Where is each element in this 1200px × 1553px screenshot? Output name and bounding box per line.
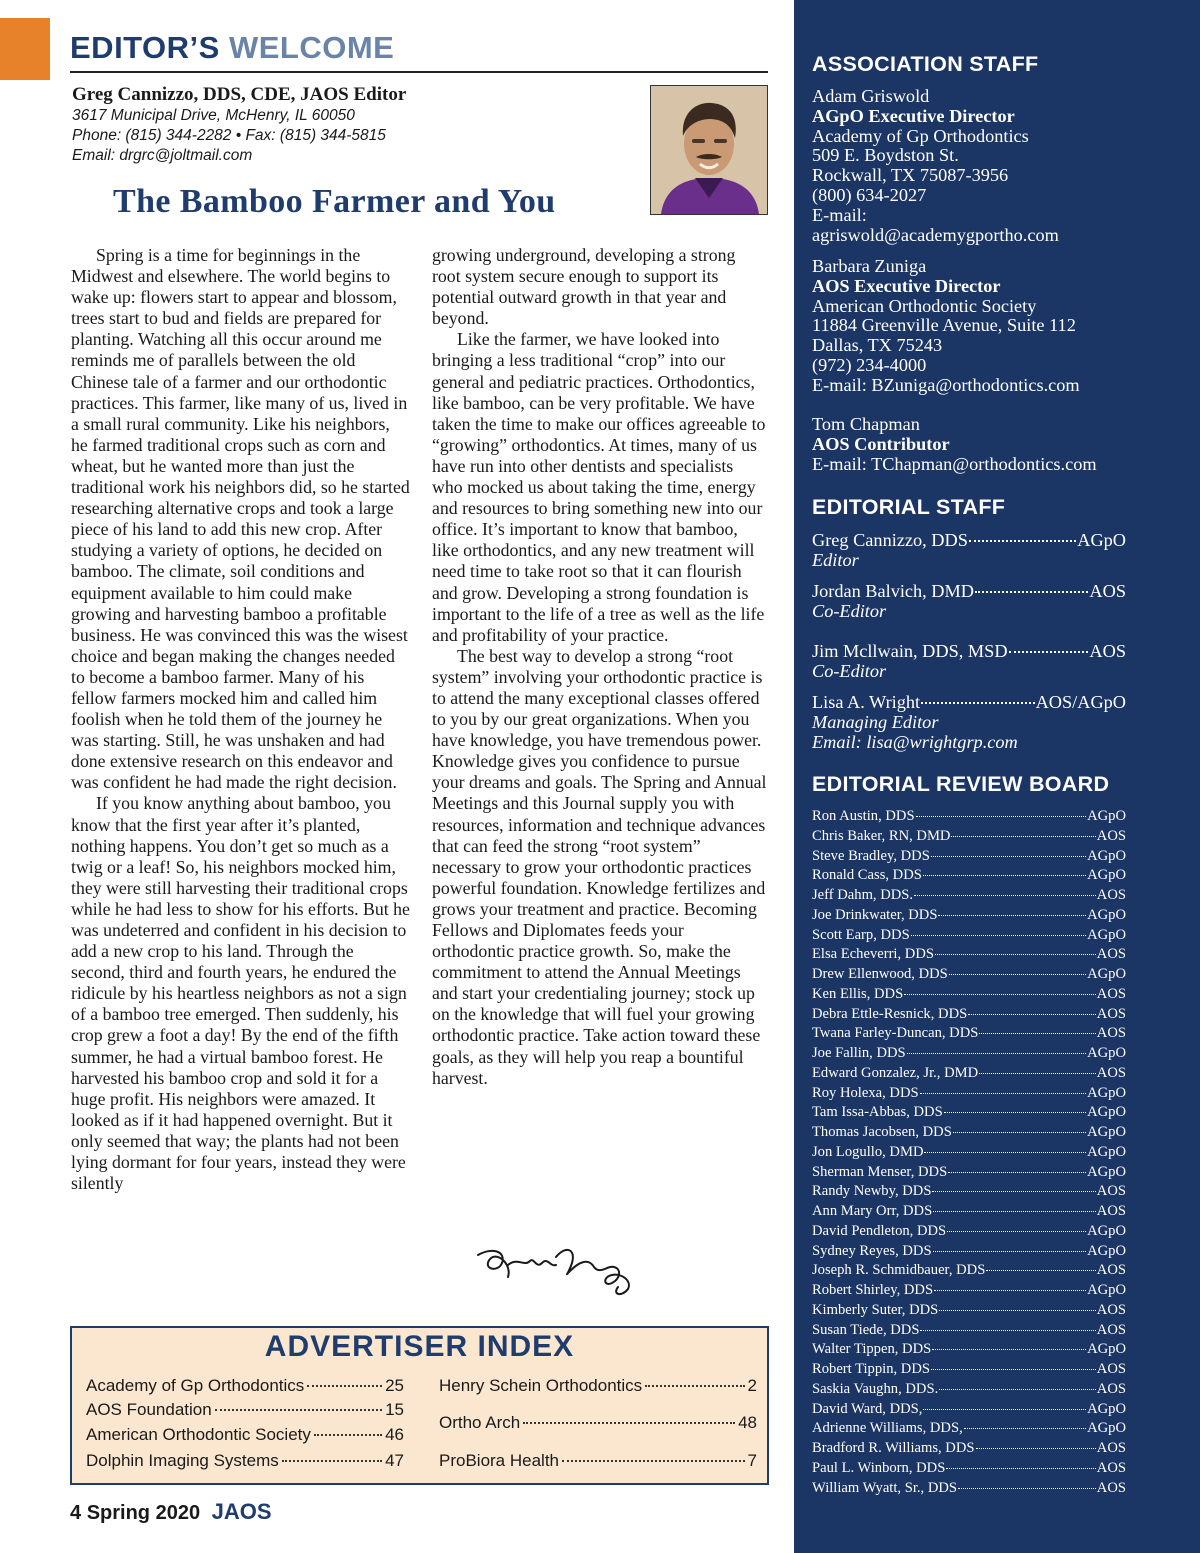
- advertiser-entry[interactable]: [86, 1451, 404, 1471]
- leader-dots: [923, 1409, 1086, 1410]
- leader-dots: [939, 1310, 1096, 1311]
- member-org: AOS: [1096, 1380, 1126, 1397]
- leader-dots: [948, 1172, 1086, 1173]
- member-name: Debra Ettle-Resnick, DDS: [812, 1005, 968, 1022]
- editorial-role: Co-Editor: [812, 660, 887, 681]
- editorial-row: [812, 693, 1126, 713]
- member-name: Bradford R. Williams, DDS: [812, 1440, 975, 1456]
- advertiser-entry[interactable]: [439, 1376, 757, 1396]
- review-board-row: [812, 1439, 1126, 1459]
- editor-address: 3617 Municipal Drive, McHenry, IL 60050: [72, 107, 355, 124]
- article-column-2: [432, 245, 768, 1089]
- member-org: AOS: [1096, 1064, 1126, 1081]
- editor-signature: [472, 1237, 644, 1299]
- advertiser-entry[interactable]: [439, 1451, 757, 1471]
- review-board-row: [812, 886, 1126, 906]
- member-name: Scott Earp, DDS: [812, 926, 910, 943]
- leader-dots: [904, 994, 1096, 995]
- review-board-row: [812, 1182, 1126, 1202]
- member-name: Robert Tippin, DDS: [812, 1361, 930, 1377]
- review-board-row: [812, 1400, 1126, 1420]
- member-name: Ann Mary Orr, DDS: [812, 1203, 933, 1219]
- advertiser-name: American Orthodontic Society: [86, 1425, 311, 1444]
- review-board-row: [812, 1222, 1126, 1242]
- editorial-org: AOS/AGpO: [1035, 692, 1126, 712]
- review-board-row: [812, 1301, 1126, 1321]
- review-board-row: [812, 985, 1126, 1005]
- member-org: AGpO: [1087, 1282, 1126, 1298]
- review-board-row: [812, 1321, 1126, 1341]
- leader-dots: [921, 702, 1034, 704]
- member-org: AGpO: [1087, 1143, 1126, 1160]
- journal-name: JAOS: [211, 1499, 272, 1524]
- leader-dots: [920, 1093, 1086, 1094]
- member-org: AGpO: [1087, 1124, 1126, 1140]
- review-board-row: [812, 1242, 1126, 1262]
- advertiser-page: 47: [385, 1451, 404, 1470]
- member-org: AOS: [1096, 1301, 1126, 1318]
- review-board-row: [812, 1202, 1126, 1222]
- staff-title: AGpO Executive Director: [812, 105, 1015, 126]
- member-org: AOS: [1096, 946, 1126, 963]
- page-number: 4: [70, 1502, 82, 1524]
- staff-entry: [812, 257, 1192, 396]
- review-board-row: [812, 1005, 1126, 1025]
- editorial-org: AOS: [1089, 581, 1126, 601]
- paragraph: If you know anything about bamboo, you know that the first year after it’s planted, nothing happens. You don’t get so much as a twig or a leaf! So, his neighbors mocked him, they were still harvesting their traditional crops while he had less to show for his efforts. But he was undeterred and confident in his decision to add a new crop to his land. Through the second, third and fourth years, he endured the ridicule by his heartless neighbors as not a sign of a bamboo tree emerged. Then suddenly, his crop grew a foot a day! By the end of the fifth summer, he had a virtual bamboo forest. He harvested his bamboo crop and sold it for a huge profit. His neighbors were amazed. It looked as if it had happened overnight. But it only seemed that way; the plants had not been lying dormant for four years, instead they were silently: [71, 793, 410, 1194]
- paragraph: Spring is a time for beginnings in the Midwest and elsewhere. The world begins to wake up: flowers start to appear and blossom, trees start to bud and fields are prepared for planting. Watching all this occur around me reminds me of parallels between the old Chinese tale of a farmer and our orthodontic practices. This farmer, like many of us, lived in a small rural community. Like his neighbors, he farmed traditional crops such as corn and wheat, but he wanted more than just the traditional work his neighbors did, so he started researching alternative crops and took a large piece of his land to add this new crop. After studying a variety of options, he decided on bamboo. The climate, soil conditions and equipment available to him could make growing and harvesting bamboo a profitable business. He was convinced this was the wisest choice and began making the changes needed to become a bamboo farmer. Many of his fellow farmers mocked him and called him foolish when he told them of the journey he was starting. Still, he was unshaken and had done extensive research on this endeavor and was confident he had made the right decision.: [71, 245, 410, 793]
- page-footer: [70, 1499, 272, 1525]
- editorial-row: [812, 582, 1126, 602]
- review-board-row: [812, 827, 1126, 847]
- leader-dots: [986, 1270, 1095, 1271]
- leader-dots: [944, 1112, 1086, 1113]
- member-name: Elsa Echeverri, DDS: [812, 946, 934, 963]
- advertiser-name: Dolphin Imaging Systems: [86, 1451, 279, 1470]
- member-name: Jeff Dahm, DDS.: [812, 887, 914, 903]
- leader-dots: [1009, 651, 1089, 653]
- staff-email[interactable]: E-mail: TChapman@orthodontics.com: [812, 453, 1097, 474]
- editorial-entry: [812, 531, 1192, 571]
- member-name: Ronald Cass, DDS: [812, 867, 922, 884]
- advertiser-page: 15: [385, 1400, 404, 1419]
- member-name: Kimberly Suter, DDS: [812, 1301, 939, 1318]
- member-org: AOS: [1096, 985, 1126, 1002]
- editorial-name: Jordan Balvich, DMD: [812, 581, 974, 601]
- member-org: AGpO: [1087, 847, 1126, 864]
- editorial-row: [812, 642, 1126, 662]
- member-name: Sydney Reyes, DDS: [812, 1242, 932, 1259]
- member-org: AOS: [1096, 1183, 1126, 1200]
- leader-dots: [932, 1191, 1095, 1192]
- member-name: Walter Tippen, DDS: [812, 1341, 932, 1358]
- member-name: David Ward, DDS,: [812, 1400, 923, 1417]
- editor-contact: [72, 84, 632, 166]
- editor-name: Greg Cannizzo, DDS, CDE, JAOS Editor: [72, 84, 407, 105]
- advertiser-index-title: ADVERTISER INDEX: [264, 1330, 575, 1363]
- leader-dots: [949, 974, 1086, 975]
- staff-line: E-mail:: [812, 204, 867, 225]
- header-rule: [70, 71, 768, 73]
- review-board-row: [812, 807, 1126, 827]
- member-org: AGpO: [1087, 1341, 1126, 1358]
- staff-line: 509 E. Boydston St.: [812, 145, 959, 166]
- staff-entry: [812, 87, 1192, 245]
- review-board-row: [812, 926, 1126, 946]
- advertiser-index: [70, 1326, 769, 1485]
- member-name: Paul L. Winborn, DDS: [812, 1459, 946, 1476]
- review-board-row: [812, 847, 1126, 867]
- editorial-org: AGpO: [1077, 530, 1126, 550]
- staff-name: Barbara Zuniga: [812, 256, 927, 276]
- leader-dots: [976, 1448, 1096, 1449]
- editorial-name: Jim Mcllwain, DDS, MSD: [812, 641, 1008, 661]
- member-name: Robert Shirley, DDS: [812, 1282, 934, 1298]
- member-org: AOS: [1096, 1025, 1126, 1042]
- review-board-row: [812, 1123, 1126, 1143]
- leader-dots: [935, 954, 1096, 955]
- staff-line: (800) 634-2027: [812, 184, 927, 205]
- review-board-row: [812, 1064, 1126, 1084]
- review-board-row: [812, 1380, 1126, 1400]
- paragraph: The best way to develop a strong “root system” involving your orthodontic practice is to attend the many exceptional classes offered to you by our great organizations. When you have knowledge, you have tremendous power. Knowledge gives you confidence to pursue your dreams and goals. The Spring and Annual Meetings and this Journal supply you with resources, information and technique advances that can feed the strong “root system” necessary to grow your orthodontic practices powerful foundation. Knowledge fertilizes and grows your treatment and practice. Becoming Fellows and Diplomates feeds your orthodontic practice growth. So, make the commitment to attend the Annual Meetings and start your credentialing journey; stock up on the knowledge that will fuel your growing orthodontic practice. Take action toward these goals, as they will help you reap a bountiful harvest.: [432, 645, 767, 1088]
- leader-dots: [916, 816, 1086, 817]
- staff-line: Academy of Gp Orthodontics: [812, 125, 1029, 146]
- leader-dots: [307, 1385, 382, 1387]
- member-org: AGpO: [1087, 926, 1126, 943]
- leader-dots: [951, 836, 1095, 837]
- member-name: Joseph R. Schmidbauer, DDS: [812, 1262, 986, 1279]
- editor-phone: Phone: (815) 344-2282 • Fax: (815) 344-5815: [72, 127, 386, 144]
- member-name: Ron Austin, DDS: [812, 808, 915, 824]
- member-org: AOS: [1096, 1361, 1126, 1377]
- review-board-row: [812, 1419, 1126, 1439]
- advertiser-entry[interactable]: [86, 1400, 404, 1420]
- leader-dots: [911, 935, 1086, 936]
- leader-dots: [215, 1409, 382, 1411]
- leader-dots: [968, 1014, 1096, 1015]
- member-org: AGpO: [1087, 1104, 1126, 1121]
- editor-email: Email: drgrc@joltmail.com: [72, 147, 253, 164]
- leader-dots: [314, 1434, 382, 1436]
- editorial-email[interactable]: Email: lisa@wrightgrp.com: [812, 731, 1018, 752]
- editorial-entry: [812, 642, 1192, 682]
- paragraph: growing underground, developing a strong root system secure enough to support its potential outward growth in that year and beyond.: [432, 245, 736, 329]
- staff-email[interactable]: agriswold@academygportho.com: [812, 224, 1059, 245]
- leader-dots: [946, 1468, 1095, 1469]
- member-org: AGpO: [1087, 1400, 1126, 1417]
- editor-portrait: [650, 85, 768, 215]
- staff-title: AOS Contributor: [812, 433, 950, 454]
- review-board-row: [812, 1261, 1126, 1281]
- staff-entry: [812, 415, 1192, 474]
- review-board-row: [812, 866, 1126, 886]
- leader-dots: [979, 1033, 1095, 1034]
- leader-dots: [969, 540, 1076, 542]
- orange-tab-accent: [0, 18, 50, 80]
- member-name: Thomas Jacobsen, DDS: [812, 1124, 952, 1140]
- leader-dots: [645, 1385, 744, 1387]
- member-org: AGpO: [1087, 1222, 1126, 1239]
- member-name: Joe Fallin, DDS: [812, 1045, 906, 1061]
- section-title: [70, 30, 394, 66]
- leader-dots: [947, 1231, 1086, 1232]
- leader-dots: [975, 591, 1088, 593]
- staff-title: AOS Executive Director: [812, 275, 1001, 296]
- review-board-heading: EDITORIAL REVIEW BOARD: [812, 772, 1110, 796]
- leader-dots: [907, 1053, 1086, 1054]
- member-name: William Wyatt, Sr., DDS: [812, 1479, 958, 1496]
- editorial-role: Editor: [812, 549, 859, 570]
- editorial-entry: [812, 582, 1192, 622]
- advertiser-entry[interactable]: [86, 1425, 404, 1445]
- review-board-row: [812, 1459, 1126, 1479]
- member-org: AOS: [1096, 1203, 1126, 1219]
- editorial-role: Co-Editor: [812, 600, 887, 621]
- advertiser-name: AOS Foundation: [86, 1400, 212, 1419]
- advertiser-name: Academy of Gp Orthodontics: [86, 1376, 305, 1395]
- article-title: The Bamboo Farmer and You: [113, 183, 556, 220]
- member-name: Chris Baker, RN, DMD: [812, 827, 951, 844]
- review-board-row: [812, 965, 1126, 985]
- member-org: AOS: [1096, 887, 1126, 903]
- leader-dots: [933, 1251, 1086, 1252]
- member-name: Joe Drinkwater, DDS: [812, 906, 938, 923]
- staff-line: American Orthodontic Society: [812, 295, 1037, 316]
- review-board-row: [812, 1360, 1126, 1380]
- advertiser-entry[interactable]: [439, 1413, 757, 1433]
- member-org: AOS: [1096, 827, 1126, 844]
- member-org: AOS: [1096, 1321, 1126, 1338]
- signature-icon: [472, 1237, 644, 1299]
- staff-line: (972) 234-4000: [812, 354, 927, 375]
- member-org: AOS: [1096, 1459, 1126, 1476]
- sidebar: [794, 0, 1200, 1553]
- leader-dots: [933, 1211, 1096, 1212]
- section-title-word2: WELCOME: [228, 30, 395, 65]
- leader-dots: [282, 1460, 382, 1462]
- editorial-entry: [812, 693, 1192, 752]
- leader-dots: [920, 1330, 1095, 1331]
- member-org: AOS: [1096, 1479, 1126, 1496]
- member-org: AGpO: [1087, 1242, 1126, 1259]
- issue-label: Spring 2020: [86, 1502, 201, 1524]
- leader-dots: [939, 1389, 1096, 1390]
- member-org: AOS: [1096, 1005, 1126, 1022]
- advertiser-page: 2: [747, 1376, 757, 1395]
- review-board-row: [812, 1143, 1126, 1163]
- advertiser-page: 25: [385, 1376, 404, 1395]
- review-board-row: [812, 1084, 1126, 1104]
- staff-line: Dallas, TX 75243: [812, 335, 943, 356]
- member-name: Jon Logullo, DMD: [812, 1143, 924, 1160]
- member-name: Twana Farley-Duncan, DDS: [812, 1025, 979, 1042]
- leader-dots: [958, 1488, 1096, 1489]
- leader-dots: [562, 1460, 745, 1462]
- leader-dots: [953, 1132, 1086, 1133]
- leader-dots: [914, 895, 1096, 896]
- member-name: Randy Newby, DDS: [812, 1183, 932, 1200]
- article-column-1: [71, 245, 411, 1194]
- member-name: Ken Ellis, DDS: [812, 985, 904, 1002]
- portrait-icon: [651, 86, 767, 214]
- review-board-list: [812, 807, 1126, 1498]
- review-board-row: [812, 1024, 1126, 1044]
- member-name: Roy Holexa, DDS: [812, 1084, 919, 1101]
- advertiser-page: 46: [385, 1425, 404, 1444]
- member-name: David Pendleton, DDS: [812, 1222, 947, 1239]
- leader-dots: [924, 1152, 1086, 1153]
- leader-dots: [923, 875, 1086, 876]
- leader-dots: [979, 1073, 1096, 1074]
- advertiser-name: Ortho Arch: [439, 1413, 521, 1432]
- member-name: Tam Issa-Abbas, DDS: [812, 1104, 943, 1121]
- member-name: Sherman Menser, DDS: [812, 1163, 948, 1180]
- member-org: AGpO: [1087, 1045, 1126, 1061]
- review-board-row: [812, 1479, 1126, 1499]
- review-board-row: [812, 1281, 1126, 1301]
- member-org: AGpO: [1087, 966, 1126, 982]
- member-name: Steve Bradley, DDS: [812, 847, 930, 864]
- advertiser-entry[interactable]: [86, 1376, 404, 1396]
- member-org: AGpO: [1087, 906, 1126, 923]
- leader-dots: [934, 1290, 1086, 1291]
- member-name: Drew Ellenwood, DDS: [812, 966, 948, 982]
- editorial-name: Greg Cannizzo, DDS: [812, 530, 968, 550]
- member-org: AGpO: [1087, 808, 1126, 824]
- editorial-role: Managing Editor: [812, 711, 939, 732]
- leader-dots: [523, 1422, 735, 1424]
- member-name: Susan Tiede, DDS: [812, 1321, 920, 1338]
- member-org: AOS: [1096, 1440, 1126, 1456]
- review-board-row: [812, 1340, 1126, 1360]
- staff-name: Adam Griswold: [812, 86, 930, 106]
- leader-dots: [932, 1349, 1086, 1350]
- section-title-word1: EDITOR’S: [70, 30, 220, 65]
- leader-dots: [964, 1428, 1086, 1429]
- review-board-row: [812, 1163, 1126, 1183]
- staff-line: Rockwall, TX 75087-3956: [812, 165, 1009, 186]
- advertiser-name: ProBiora Health: [439, 1451, 560, 1470]
- review-board-row: [812, 1044, 1126, 1064]
- editorial-org: AOS: [1089, 641, 1126, 661]
- member-name: Saskia Vaughn, DDS.: [812, 1380, 939, 1397]
- staff-name: Tom Chapman: [812, 414, 920, 434]
- member-org: AGpO: [1087, 1084, 1126, 1101]
- advertiser-page: 7: [747, 1451, 757, 1470]
- editorial-name: Lisa A. Wright: [812, 692, 921, 712]
- editorial-row: [812, 531, 1126, 551]
- leader-dots: [931, 856, 1086, 857]
- member-org: AGpO: [1087, 1420, 1126, 1437]
- association-staff-heading: ASSOCIATION STAFF: [812, 52, 1039, 76]
- review-board-row: [812, 1103, 1126, 1123]
- leader-dots: [931, 1369, 1096, 1370]
- member-org: AGpO: [1087, 867, 1126, 884]
- advertiser-name: Henry Schein Orthodontics: [439, 1376, 643, 1395]
- advertiser-page: 48: [738, 1413, 757, 1432]
- review-board-row: [812, 945, 1126, 965]
- staff-email[interactable]: E-mail: BZuniga@orthodontics.com: [812, 374, 1080, 395]
- member-name: Edward Gonzalez, Jr., DMD: [812, 1064, 979, 1081]
- staff-line: 11884 Greenville Avenue, Suite 112: [812, 315, 1076, 336]
- member-org: AOS: [1096, 1262, 1126, 1279]
- review-board-row: [812, 906, 1126, 926]
- member-org: AGpO: [1087, 1163, 1126, 1180]
- leader-dots: [938, 915, 1086, 916]
- editorial-staff-heading: EDITORIAL STAFF: [812, 495, 1006, 519]
- member-name: Adrienne Williams, DDS,: [812, 1420, 963, 1437]
- paragraph: Like the farmer, we have looked into bringing a less traditional “crop” into our general and pediatric practices. Orthodontics, like bamboo, can be very profitable. We have taken the time to make our offices agreeable to “growing” orthodontics. At times, many of us have run into other dentists and specialists who mocked us about taking the time, energy and resources to bring something new into our office. It’s important to know that bamboo, like orthodontics, and any new treatment will need time to take root so that it can flourish and grow. Developing a strong foundation is important to the life of a tree as well as the life and profitability of your practice.: [432, 329, 766, 645]
